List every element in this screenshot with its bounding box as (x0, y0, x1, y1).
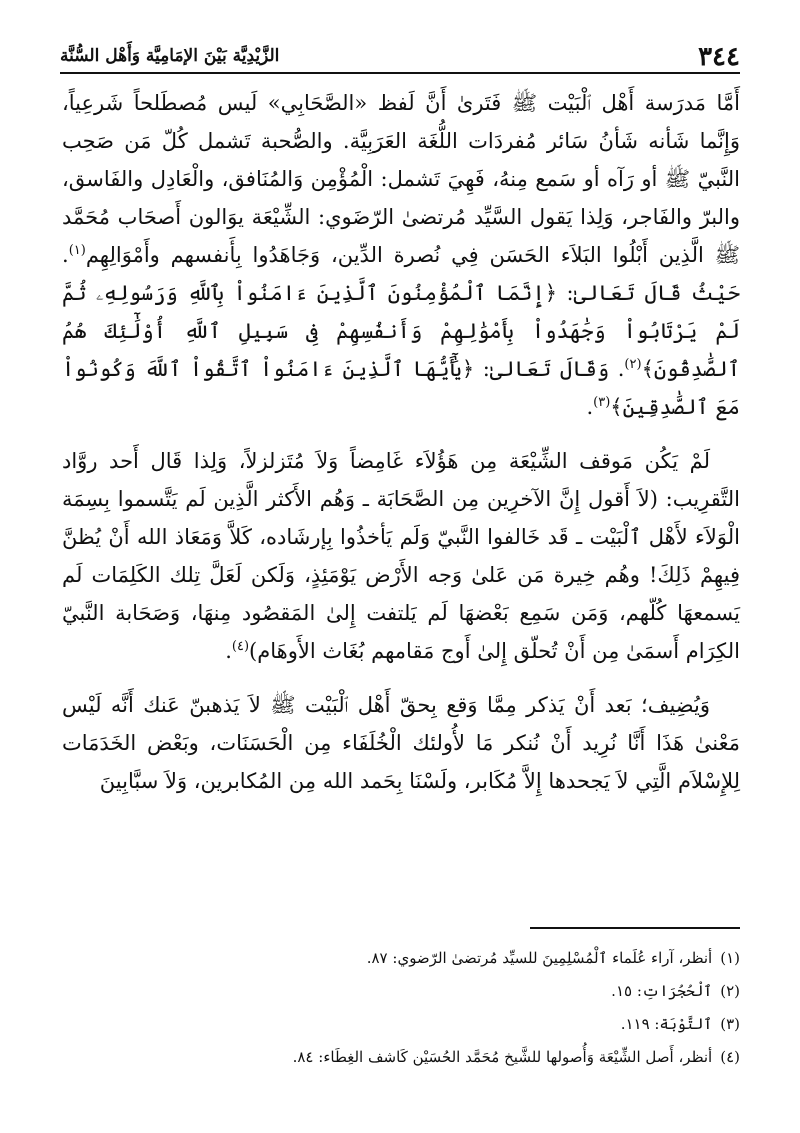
paragraph-text: . حَيْثُ قَالَ تَعَالىٰ: ﴿إِنَّمَا ٱلْمُؤْمِنُونَ ٱلَّذِينَ ءَامَنُواْ بِٱللَّهِ وَرَسُولِهِۦ ثُمَّ لَمْ يَرْتَابُواْ وَجَٰهَدُواْ بِأَمْوَٰلِهِمْ وَأَنفُسِهِمْ فِى سَبِيلِ ٱللَّهِ أُوْلَٰٓئِكَ هُمُ ٱلصَّٰدِقُونَ﴾ (62, 243, 740, 381)
paragraph-1 (62, 84, 740, 426)
paragraph-text: أَمَّا مَدرَسة أَهْل ٱلْبَيْت ﷺ فَتَرىٰ أَنَّ لَفظ «الصَّحَابِي» لَيس مُصطَلحاً شَرعِياً، وَإِنَّما شَأنه شَأنُ سَائر مُفردَات اللُّغَة العَرَبِيَّة. والصُّحبة تَشمل كُلّ مَن صَحِب النَّبيّ ﷺ أو رَآه أو سَمع مِنهُ، فَهِيَ تَشمل: الْمُؤْمِن وَالمُنَافق، والْعَادِل والفَاسق، والبرّ والفَاجر، وَلِذا يَقول السَّيِّد مُرتضىٰ الرّضَوي: الشِّيْعَة يوَالون أَصحَاب مُحَمَّد ﷺ الَّذِين أَبْلُوا البَلاَء الحَسَن فِي نُصرة الدِّين، وَجَاهَدُوا بِأَنفسهم وأَمْوَالِهِم (62, 91, 740, 267)
footnote-ref-1: (١) (68, 243, 86, 258)
footnote-number: (١) (720, 949, 740, 967)
page-number: ٣٤٤ (698, 42, 740, 72)
footnote-number: (٤) (720, 1048, 740, 1066)
paragraph-text: . وَقَالَ تَعَالىٰ: ﴿يَٰٓأَيُّهَا ٱلَّذِينَ ءَامَنُواْ ٱتَّقُواْ ٱللَّهَ وَكُونُواْ مَعَ ٱلصَّٰدِقِينَ﴾ (62, 357, 740, 419)
footnote-3 (60, 1008, 740, 1041)
footnote-separator (530, 927, 740, 929)
paragraph-text: لَمْ يَكُن مَوقف الشِّيْعَة مِن هَؤُلاَء غَامِضاً وَلاَ مُتَزلزلاً، وَلِذا قَال أَحد روَّاد التَّقرِيب: (لاَ أَقول إِنَّ الآخرِين مِن الصَّحَابَة ـ وَهُم الأَكثر الَّذِين لَم يَتَّسموا بِسِمَة الْوَلاَء لأَهْل ٱلْبَيْت ـ قَد خَالفوا النَّبيّ وَلَم يَأخذُوا بِإرشَاده، كَلاَّ وَمَعَاذ الله أَنْ يُظنَّ فِيهِمْ ذَلِكَ! وهُم خِيرة مَن عَلىٰ وَجه الأَرْض يَوْمَئِذٍ، وَلَكن لَعَلَّ تِلك الكَلِمَات لَم يَسمعهَا كُلّهم، وَمَن سَمِع بَعْضهَا لَم يَلتفت إِلىٰ المَقصُود مِنهَا، وَصَحَابة النَّبيّ الكِرَام أَسمَىٰ مِن أَنْ تُحلّق إِلىٰ أَوج مَقامهم بُغَاث الأَوهَام) (62, 449, 740, 663)
page-header (60, 28, 740, 74)
footnote-ref-2: (٢) (624, 357, 642, 372)
body-text (62, 84, 740, 816)
footnote-text: أنظر، آراء عُلَماء ٱلْمُسْلِمِينَ للسيِّد مُرتضىٰ الرّضوي: ٨٧. (366, 949, 713, 967)
footnote-number: (٢) (720, 982, 740, 1000)
footnote-ref-3: (٣) (593, 395, 611, 410)
footnote-ref-4: (٤) (231, 639, 250, 654)
paragraph-2 (62, 442, 740, 670)
paragraph-text: وَيُضِيف؛ بَعد أَنْ يَذكر مِمَّا وَقع بِحقّ أَهْل ٱلْبَيْت ﷺ لاَ يَذهبنّ عَنك أَنَّه لَيْس مَعْنىٰ هَذَا أَنَّا نُرِيد أَنْ نُنكر مَا لأُولئك الْخُلَفَاء مِن الْحَسَنَات، وبَعْض الخَدَمَات لِلإِسْلاَم الَّتِي لاَ يَجحدها إِلاَّ مُكَابر، ولَسْنَا بِحَمد الله مِن المُكابرين، وَلاَ سبَّابِينَ (62, 693, 740, 793)
footnotes (60, 942, 740, 1074)
paragraph-text: . (586, 395, 594, 419)
footnote-number: (٣) (720, 1015, 740, 1033)
footnote-2 (60, 975, 740, 1008)
running-title: الزَّيْدِيَّة بَيْنَ الإمَامِيَّة وَأَهْل السُّنَّة (60, 46, 280, 66)
paragraph-text: . (225, 639, 232, 663)
footnote-text: أنظر، أَصل الشِّيْعَة وَأُصولها للشَّيخ مُحَمَّد الحُسَيْن كَاشف الغِطَاء: ٨٤. (292, 1048, 713, 1066)
paragraph-3 (62, 686, 740, 800)
footnote-text: ٱلْحُجُرَاتِ: ١٥. (611, 982, 713, 1000)
footnote-4 (60, 1041, 740, 1074)
footnote-1 (60, 942, 740, 975)
footnote-text: ٱلتَّوْبَة: ١١٩. (620, 1015, 713, 1033)
